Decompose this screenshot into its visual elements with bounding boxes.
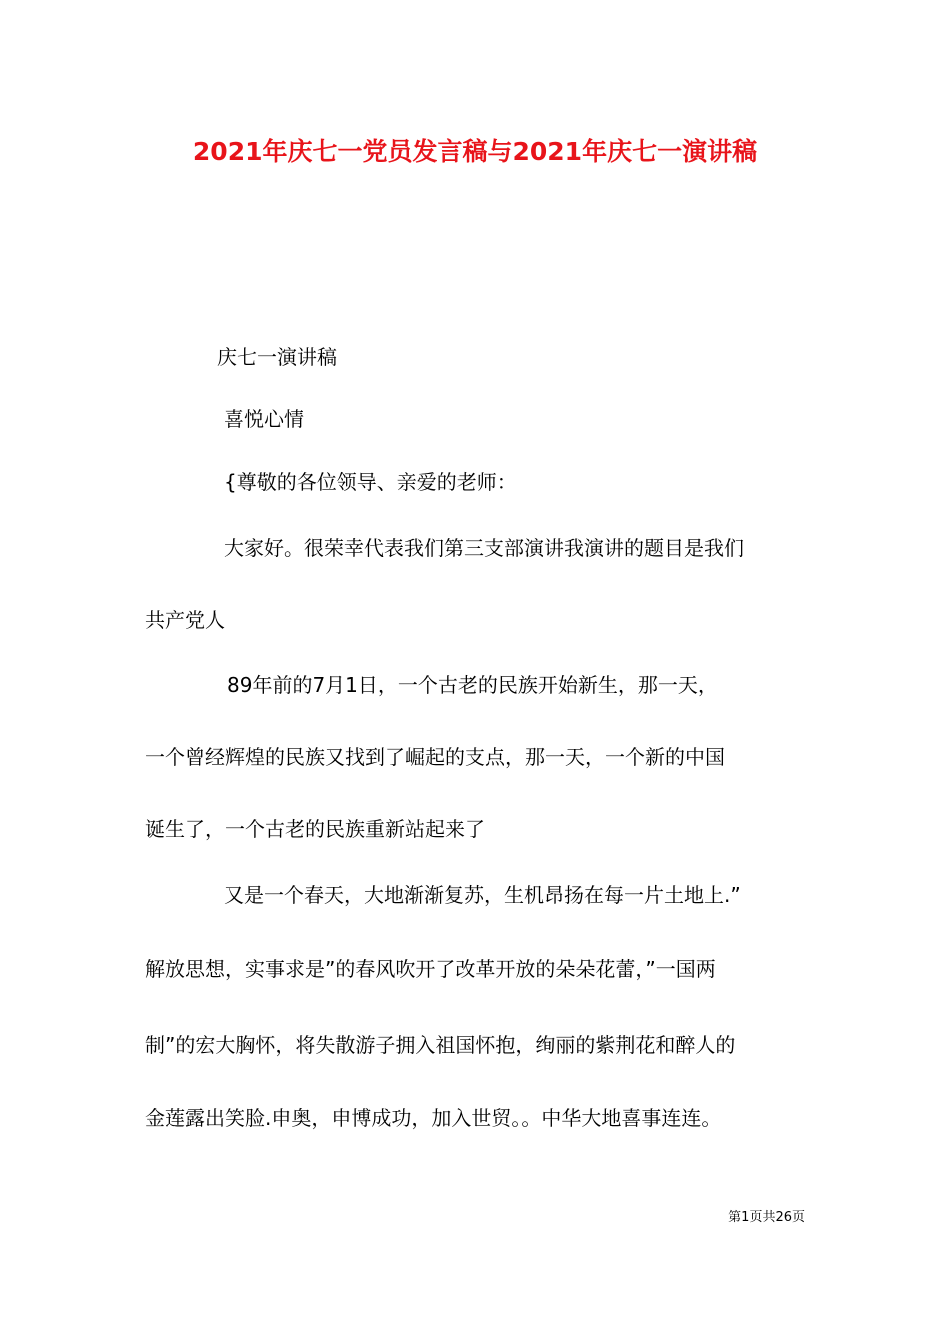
body-line: 金莲露出笑脸.申奥，申博成功，加入世贸。。中华大地喜事连连。 bbox=[145, 1106, 722, 1130]
body-line: 共产党人 bbox=[145, 608, 225, 632]
body-line: 诞生了，一个古老的民族重新站起来了 bbox=[145, 817, 485, 841]
body-line: 一个曾经辉煌的民族又找到了崛起的支点，那一天，一个新的中国 bbox=[145, 745, 725, 769]
document-title: 2021年庆七一党员发言稿与2021年庆七一演讲稿 bbox=[192, 137, 758, 166]
page-number: 第1页共26页 bbox=[728, 1210, 805, 1225]
body-line: 大家好。很荣幸代表我们第三支部演讲我演讲的题目是我们 bbox=[224, 536, 744, 560]
subheading: 喜悦心情 bbox=[224, 407, 304, 431]
section-heading: 庆七一演讲稿 bbox=[217, 345, 337, 369]
body-line: 解放思想，实事求是”的春风吹开了改革开放的朵朵花蕾，”一国两 bbox=[145, 957, 716, 981]
body-line: 89年前的7月1日，一个古老的民族开始新生，那一天， bbox=[227, 673, 718, 697]
body-line: 制”的宏大胸怀，将失散游子拥入祖国怀抱，绚丽的紫荆花和醉人的 bbox=[145, 1033, 736, 1057]
salutation: {尊敬的各位领导、亲爱的老师： bbox=[224, 470, 517, 494]
body-line: 又是一个春天，大地渐渐复苏，生机昂扬在每一片土地上.” bbox=[224, 883, 741, 907]
